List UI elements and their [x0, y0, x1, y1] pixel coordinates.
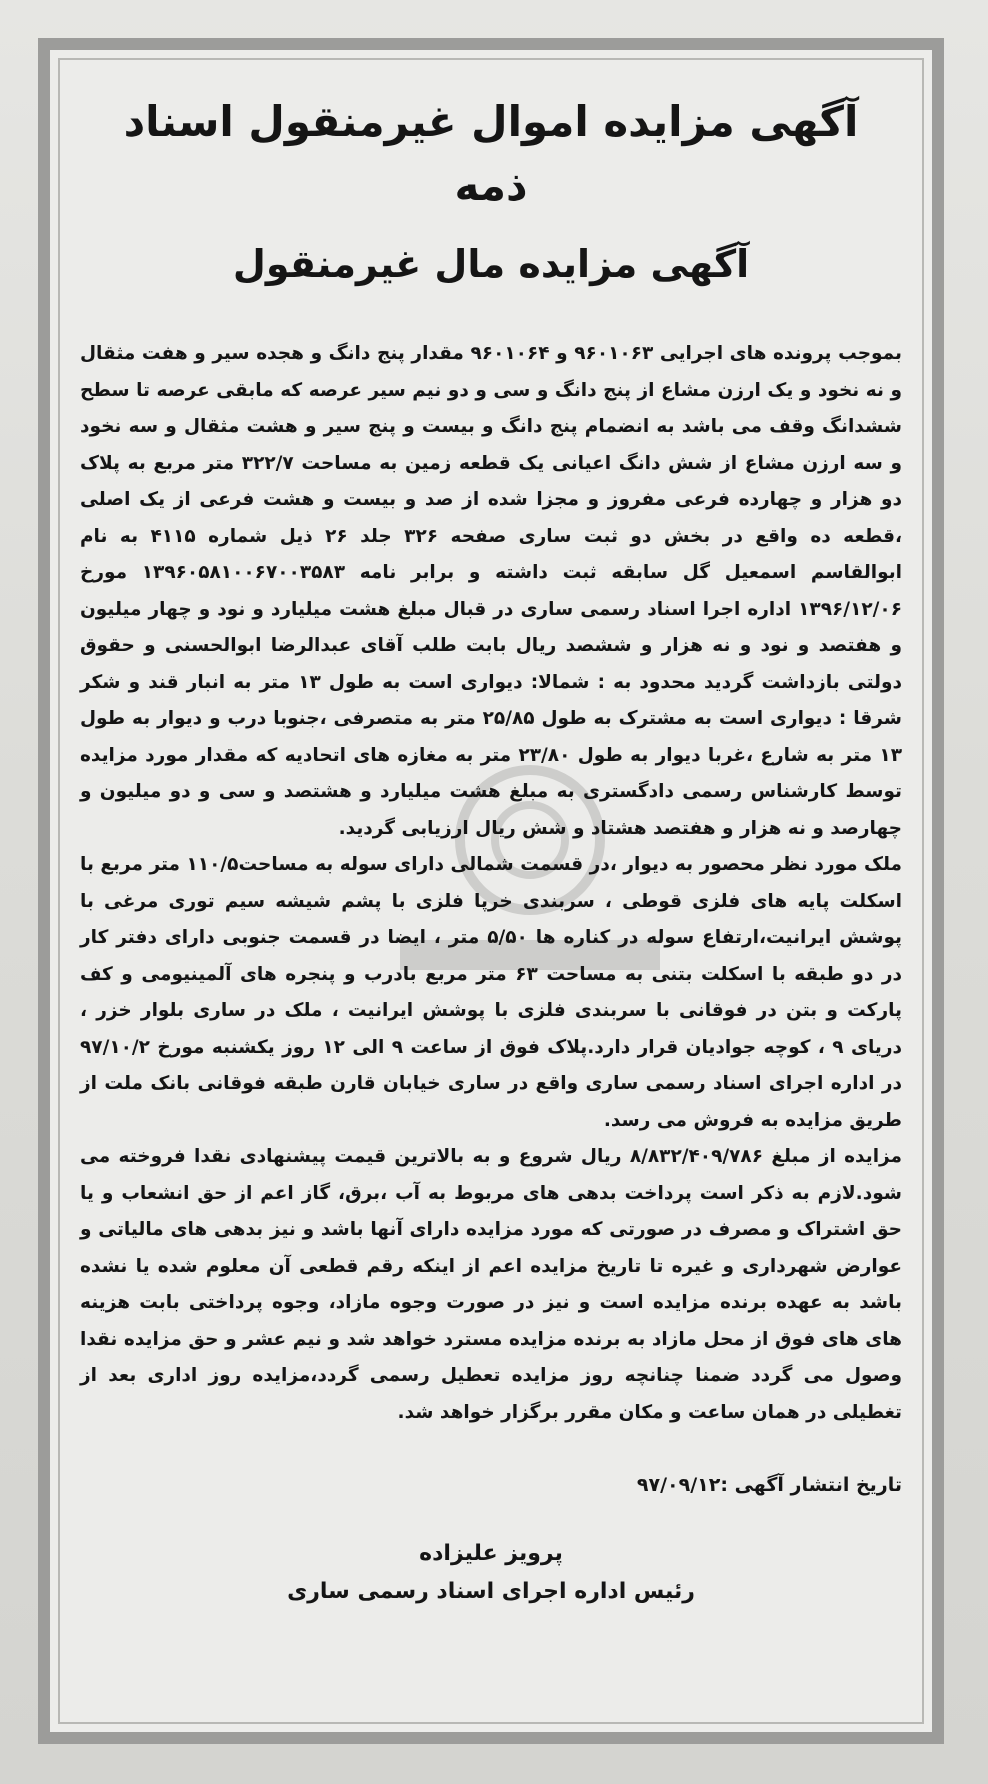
paragraph-auction-terms: مزایده از مبلغ ۸/۸۳۲/۴۰۹/۷۸۶ ریال شروع و به بالاترین قیمت پیشنهادی نقدا فروخته می شود.لازم به ذکر است پرداخت بدهی های مربوط به آب ،برق، گاز اعم از حق انشعاب و یا حق اشتراک و مصرف در صورتی که مورد مزایده دارای آنها باشد و نیز بدهی های مالیاتی و عوارض شهرداری و غیره تا تاریخ مزایده اعم از اینکه رقم قطعی آن معلوم شده یا نشده باشد به عهده برنده مزایده است و نیز در صورت وجوه مازاد، وجوه پرداختی بابت هزینه های های فوق از محل مازاد به برنده مزایده مسترد خواهد شد و نیم عشر و حق مزایده نقدا وصول می گردد ضمنا چنانچه روز مزایده تعطیل رسمی گردد،مزایده روز اداری بعد از تغطیلی در همان ساعت و مکان مقرر برگزار خواهد شد. — [80, 1146, 902, 1423]
notice-content — [80, 90, 902, 1611]
signatory-name: پرویز علیزاده — [419, 1541, 563, 1566]
notice-title: آگهی مزایده اموال غیرمنقول اسناد ذمه — [123, 97, 859, 210]
signature-block — [80, 1535, 902, 1611]
publication-date: تاریخ انتشار آگهی :۹۷/۰۹/۱۲ — [636, 1474, 902, 1496]
notice-subtitle: آگهی مزایده مال غیرمنقول — [232, 242, 750, 286]
notice-frame — [38, 38, 944, 1744]
paragraph-property-details: ملک مورد نظر محصور به دیوار ،در قسمت شمالی دارای سوله به مساحت۱۱۰/۵ متر مربع با اسکلت پایه های فلزی قوطی ، سربندی خرپا فلزی با پشم شیشه سیم توری مرغی با پوشش ایرانیت،ارتفاع سوله در کناره ها ۵/۵۰ متر ، ایضا در قسمت جنوبی دارای دفتر کار در دو طبقه با اسکلت بتنی به مساحت ۶۳ متر مربع بادرب و پنجره های آلمینیومی و کف پارکت و بتن در فوقانی با سربندی فلزی با پوشش ایرانیت ، ملک در ساری بلوار خزر ، دریای ۹ ، کوچه جوادیان قرار دارد.پلاک فوق از ساعت ۹ الی ۱۲ روز یکشنبه مورخ ۹۷/۱۰/۲ در اداره اجرای اسناد رسمی ساری واقع در ساری خیابان قارن طبقه فوقانی بانک ملت از طریق مزایده به فروش می رسد. — [80, 854, 902, 1131]
signatory-position: رئیس اداره اجرای اسناد رسمی ساری — [287, 1579, 695, 1604]
notice-body — [80, 336, 902, 1431]
paragraph-property-description: بموجب پرونده های اجرایی ۹۶۰۱۰۶۳ و ۹۶۰۱۰۶۴ مقدار پنج دانگ و هجده سیر و هفت مثقال و نه نخود و یک ارزن مشاع از پنج دانگ و سی و دو نیم سیر عرصه که مابقی عرصه تا سطح ششدانگ وقف می باشد به انضمام پنج دانگ و بیست و پنج سیر و هشت مثقال و سه نخود و سه ارزن مشاع از شش دانگ اعیانی یک قطعه زمین به مساحت ۳۲۲/۷ متر مربع به پلاک دو هزار و چهارده فرعی مفروز و مجزا شده از صد و بیست و هشت فرعی از یک اصلی ،قطعه ده واقع در بخش دو ثبت ساری صفحه ۳۲۶ جلد ۲۶ ذیل شماره ۴۱۱۵ به نام ابوالقاسم اسمعیل گل سابقه ثبت داشته و برابر نامه ۱۳۹۶۰۵۸۱۰۰۶۷۰۰۳۵۸۳ مورخ ۱۳۹۶/۱۲/۰۶ اداره اجرا اسناد رسمی ساری در قبال مبلغ هشت میلیارد و نود و چهار میلیون و هفتصد و نود و نه هزار و ششصد ریال بابت طلب آقای عبدالرضا ابوالحسنی و حقوق دولتی بازداشت گردید محدود به : شمالا: دیواری است به طول ۱۳ متر به انبار قند و شکر شرقا : دیواری است به مشترک به طول ۲۵/۸۵ متر به متصرفی ،جنوبا درب و دیوار به طول ۱۳ متر به شارع ،غربا دیوار به طول ۲۳/۸۰ متر به مغازه های اتحادیه که مقدار مورد مزایده توسط کارشناس رسمی دادگستری به مبلغ هشت میلیارد و هشتصد و سی و دو میلیون و چهارصد و نه هزار و هفتصد هشتاد و شش ریال ارزیابی گردید. — [80, 343, 903, 839]
